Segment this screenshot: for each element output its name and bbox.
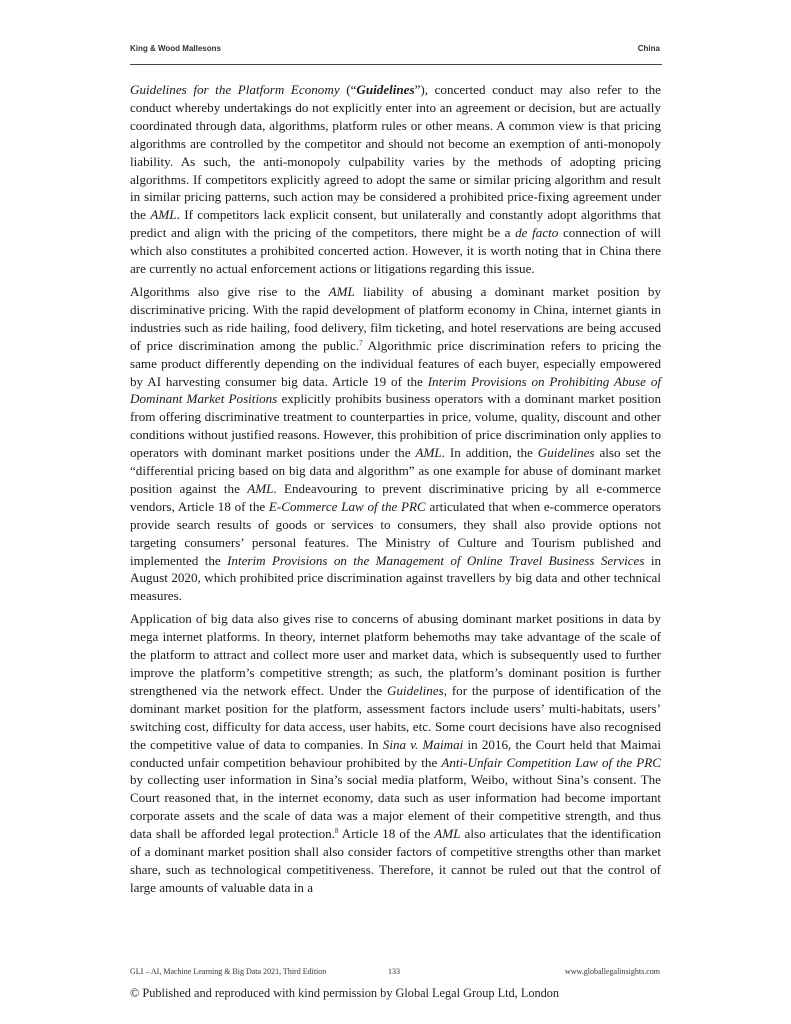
emphasis-text: Interim Provisions on the Management of Online Travel Business Services: [227, 552, 645, 568]
text-run: Algorithmic price discrimination refers to pricing the same product differently depending on the individual features of each buyer, especially empowered by AI harvesting consumer big data. Article 19 of the: [130, 337, 662, 389]
text-run: . In addition, the: [441, 445, 538, 461]
header-jurisdiction: China: [637, 44, 660, 53]
emphasis-text: AML: [247, 480, 274, 496]
emphasis-text: Interim Provisions on Prohibiting Abuse of Dominant Market Positions: [130, 373, 661, 407]
emphasis-text: AML: [415, 445, 442, 461]
text-run: articulated that when e-commerce operators provide search results of goods or services to consumers, they shall also provide options not targeting consumers’ personal features. The Ministry of Culture and Tourism published and implemented the: [130, 498, 661, 568]
emphasis-text: AML: [434, 826, 461, 842]
header-rule: [130, 64, 662, 65]
text-run: also articulates that the identification of a dominant market position shall also consider factors of competitive strengths other than market share, such as technological competitiveness. Therefore, it cannot be ruled out that the control of large amounts of valuable data in a: [130, 826, 661, 895]
body-text: [130, 81, 661, 902]
emphasis-text: Guidelines: [356, 82, 415, 97]
text-run: Application of big data also gives rise to concerns of abusing dominant market positions in data by mega internet platforms. In theory, internet platform behemoths may take advantage of the scale of the platform to attract and collect more user and market data, which is subsequently used to further improve the platform’s competitive strength; as such, the platform’s dominant position is further strengthened via the network effect. Under the: [130, 611, 661, 698]
footer-publication: GLI – AI, Machine Learning & Big Data 2021, Third Edition: [130, 967, 327, 976]
footer-website: www.globallegalinsights.com: [564, 967, 660, 976]
text-run: Article 18 of the: [338, 826, 435, 842]
running-footer: [130, 967, 660, 979]
emphasis-text: E-Commerce Law of the PRC: [268, 498, 426, 514]
text-run: in 2016, the Court held that Maimai conducted unfair competition behaviour prohibited by the: [130, 736, 661, 770]
page-number: 133: [388, 967, 400, 976]
emphasis-text: AML: [150, 207, 177, 223]
text-run: explicitly prohibits business operators with a dominant market position from offering discriminative treatment to counterparties in price, volume, quality, discount and other conditions without justified reasons. However, this prohibition of price discrimination only applies to operators with dominant market positions under the: [130, 391, 662, 461]
text-run: liability of abusing a dominant market position by discriminative pricing. With the rapid development of platform economy in China, internet giants in industries such as ride hailing, food delivery, film ticketing, and hotel reservations are being accused of price discrimination among the public.: [130, 283, 661, 353]
text-run: (“: [339, 82, 357, 97]
emphasis-text: Guidelines: [387, 682, 444, 698]
footnote-ref: 8: [334, 827, 339, 836]
text-run: Algorithms also give rise to the: [130, 283, 329, 299]
emphasis-text: Guidelines: [537, 445, 595, 461]
text-run: . If competitors lack explicit consent, but unilaterally and constantly adopt algorithms that predict and align with the pricing of the competitors, there might be a: [130, 207, 661, 241]
text-run: . Endeavouring to prevent discriminative pricing by all e-commerce vendors, Article 18 of the: [130, 480, 661, 514]
running-header: [130, 44, 660, 53]
text-run: , for the purpose of identification of the dominant market position for the platform, assessment factors include users’ multi-habitats, users’ switching cost, difficulty for data access, user habits, etc. Some court decisions have also recognised the competitive value of data to companies. In: [130, 682, 661, 752]
emphasis-text: Anti-Unfair Competition Law of the PRC: [441, 754, 661, 770]
copyright-notice: © Published and reproduced with kind permission by Global Legal Group Ltd, London: [130, 986, 560, 1000]
text-run: connection of will which also constitutes a prohibited concerted action. However, it is worth noting that in China there are currently no actual enforcement actions or litigations regarding this issue.: [130, 225, 661, 277]
emphasis-text: Guidelines for the Platform Economy: [130, 82, 340, 97]
text-run: by collecting user information in Sina’s social media platform, Weibo, without Sina’s consent. The Court reasoned that, in the internet economy, data such as user information had become important corporate assets and the scale of data was a major element of their competitive strength, and thus data shall be afforded legal protection.: [130, 772, 661, 842]
text-run: ”), concerted conduct may also refer to the conduct whereby undertakings do not explicitly enter into an agreement or decision, but are actually coordinated through data, algorithms, platform rules or other means. A common view is that pricing algorithms are controlled by the competitor and should not become an exemption of anti-monopoly liability. As such, the anti-monopoly culpability varies by the methods of adopting pricing algorithms. If competitors explicitly agreed to adopt the same or similar pricing algorithm and result in similar pricing patterns, such action may be considered a prohibited price-fixing agreement under the: [130, 82, 661, 223]
paragraph: [130, 283, 661, 605]
text-run: in August 2020, which prohibited price discrimination against travellers by big data and other technical measures.: [130, 552, 662, 604]
footnote-ref: 7: [359, 338, 363, 347]
header-firm-name: King & Wood Mallesons: [130, 44, 221, 53]
emphasis-text: de facto: [515, 225, 559, 241]
paragraph: [130, 81, 661, 278]
emphasis-text: Sina v. Maimai: [382, 736, 464, 752]
paragraph: [130, 610, 661, 897]
text-run: also set the “differential pricing based on big data and algorithm” as one example for abuse of dominant market position against the: [130, 445, 661, 496]
emphasis-text: AML: [328, 283, 355, 299]
